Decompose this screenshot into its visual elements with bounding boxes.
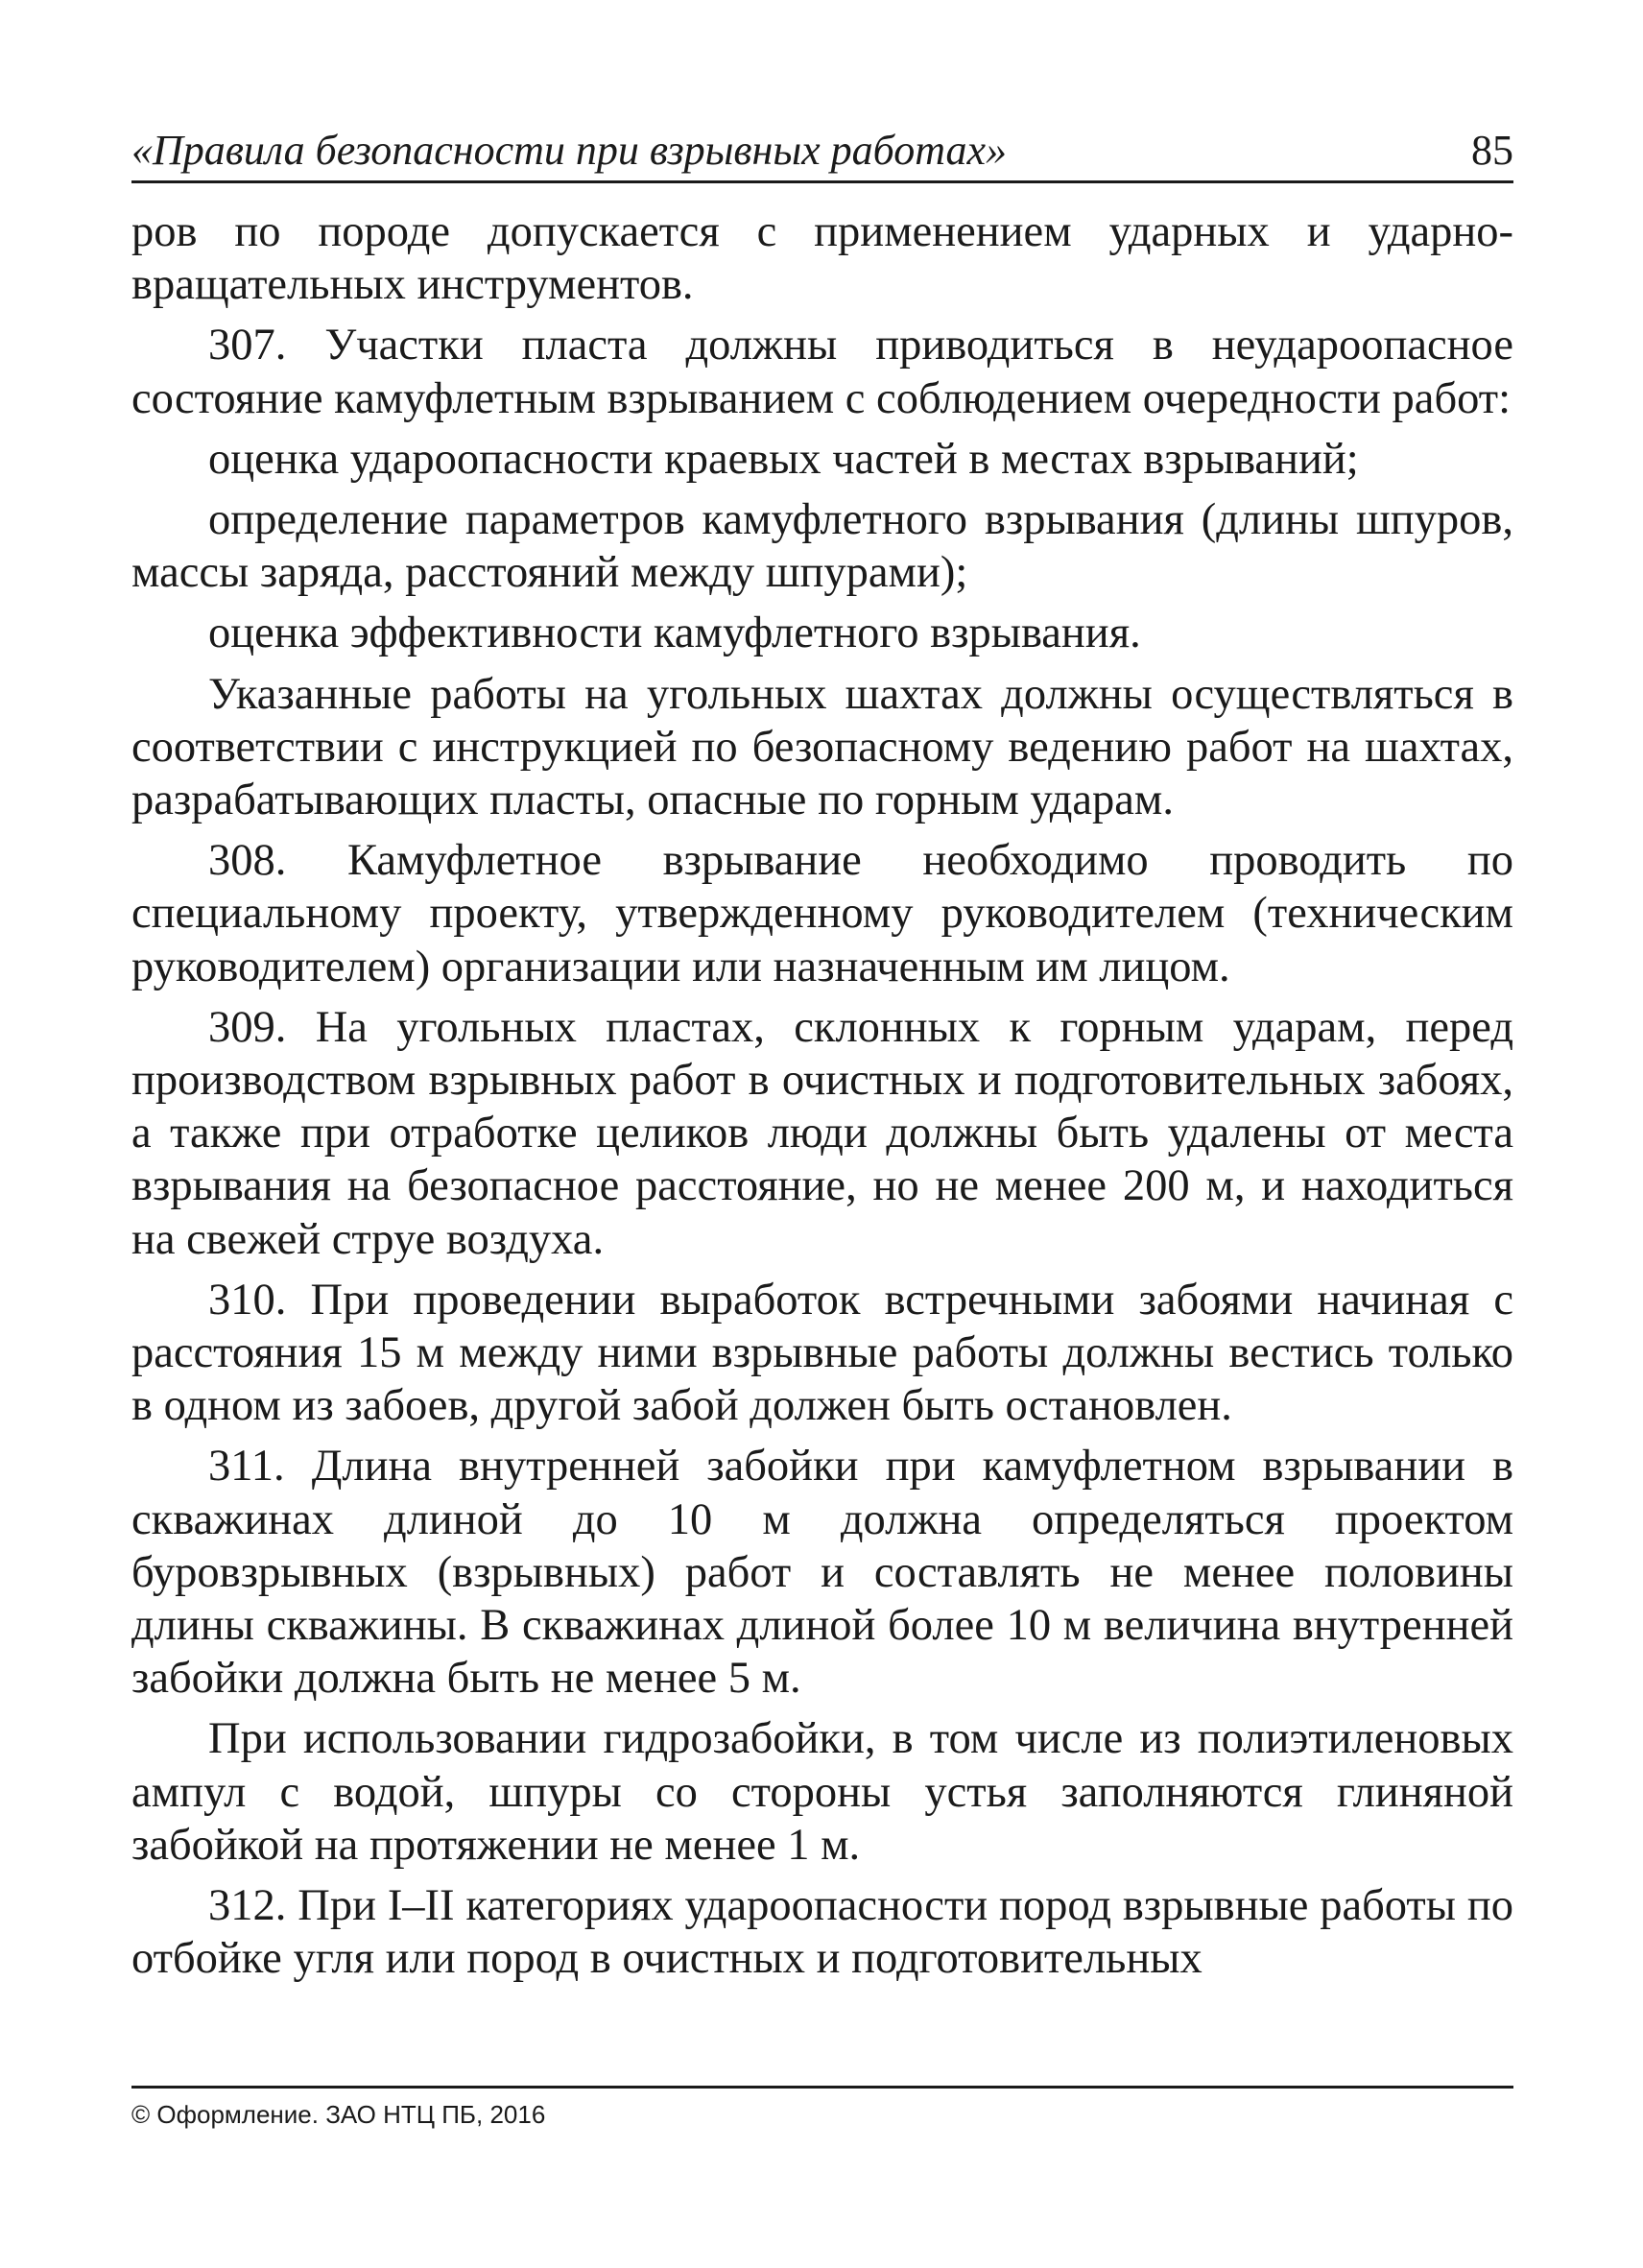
list-item-efficiency: оценка эффективности камуфлетного взрывания. [208,609,1141,658]
footer-divider [131,2086,1513,2089]
paragraph-307: 307. Участки пласта должны приводиться в неудароопасное состояние камуфлетным взрыванием с соблюдением очередности работ: [131,321,1513,423]
paragraph-continuation: ров по породе допускается с применением ударных и ударно-вращательных инструментов. [131,207,1513,310]
paragraph-312: 312. При I–II категориях удароопасности пород взрывные работы по отбойке угля или пород в очистных и подготовительных [131,1881,1513,1984]
paragraph-309: 309. На угольных пластах, склонных к горным ударам, перед производством взрывных работ в очистных и подготовительных забоях, а также при отработке целиков люди должны быть удалены от места взрывания на безопасное расстояние, но не менее 200 м, и находиться на свежей струе воздуха. [131,1002,1513,1264]
list-item-parameters: определение параметров камуфлетного взрывания (длины шпуров, массы заряда, расстояний между шпурами); [131,495,1513,598]
paragraph-310: 310. При проведении выработок встречными забоями начиная с расстояния 15 м между ними взрывные работы должны вестись только в одном из забоев, другой забой должен быть остановлен. [131,1275,1513,1431]
list-item-assessment: оценка удароопасности краевых частей в местах взрываний; [208,434,1359,484]
paragraph-311: 311. Длина внутренней забойки при камуфлетном взрывании в скважинах длиной до 10 м должна определяться проектом буровзрывных (взрывных) работ и составлять не менее половины длины скважины. В скважинах длиной более 10 м величина внутренней забойки должна быть не менее 5 м. [131,1442,1513,1704]
header-title: «Правила безопасности при взрывных работах» [131,127,1008,174]
paragraph-coal-mines: Указанные работы на угольных шахтах должны осуществляться в соответствии с инструкцией по безопасному ведению работ на шахтах, разрабатывающих пласты, опасные по горным ударам. [131,669,1513,825]
page-number: 85 [1471,127,1513,174]
header-divider [131,180,1513,183]
running-header [131,123,1513,180]
body-text [131,205,1513,1986]
paragraph-308: 308. Камуфлетное взрывание необходимо проводить по специальному проекту, утвержденному руководителем (техническим руководителем) организации или назначенным им лицом. [131,836,1513,991]
footer-copyright: © Оформление. ЗАО НТЦ ПБ, 2016 [131,2100,546,2129]
paragraph-hydro-stemming: При использовании гидрозабойки, в том числе из полиэтиленовых ампул с водой, шпуры со стороны устья заполняются глиняной забойкой на протяжении не менее 1 м. [131,1714,1513,1870]
